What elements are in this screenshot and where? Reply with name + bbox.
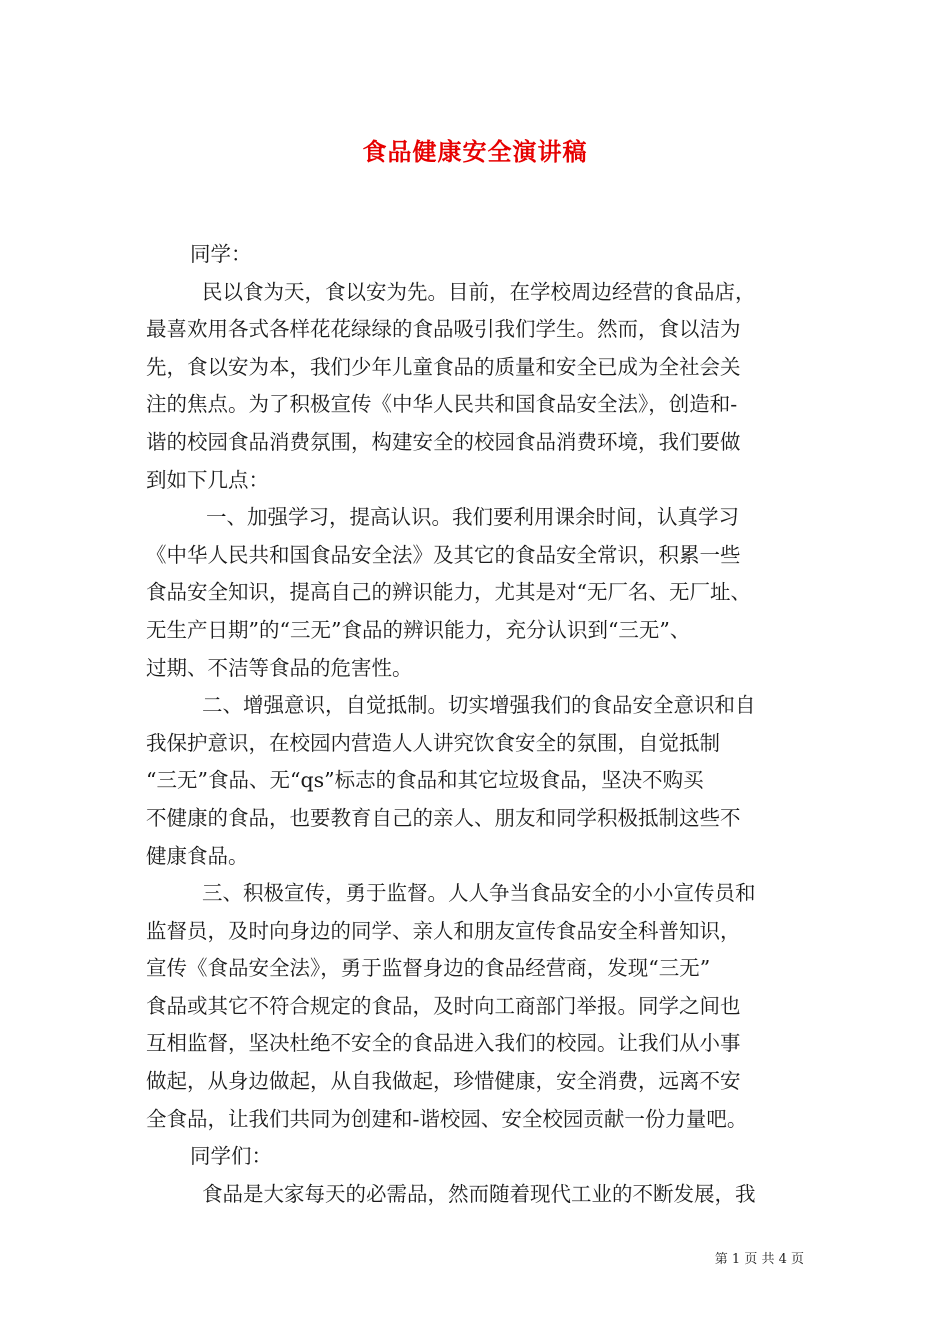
text-line: 谐的校园食品消费氛围，构建安全的校园食品消费环境，我们要做 [146, 429, 741, 454]
text-line: 全食品，让我们共同为创建和-谐校园、安全校园贡献一份力量吧。 [146, 1106, 748, 1131]
page-footer: 第 1 页 共 4 页 [714, 1252, 804, 1267]
text-line: 宣传《食品安全法》，勇于监督身边的食品经营商，发现“三无” [146, 956, 711, 981]
text-line: 二、增强意识，自觉抵制。切实增强我们的食品安全意识和自 [202, 693, 756, 718]
text-line: 互相监督，坚决杜绝不安全的食品进入我们的校园。让我们从小事 [146, 1031, 741, 1056]
text-line: 民以食为天，食以安为先。目前，在学校周边经营的食品店， [202, 279, 756, 304]
text-line: 监督员，及时向身边的同学、亲人和朋友宣传食品安全科普知识， [146, 918, 741, 943]
text-line: “三无”食品、无“qs”标志的食品和其它垃圾食品，坚决不购买 [146, 768, 704, 793]
text-line: 最喜欢用各式各样花花绿绿的食品吸引我们学生。然而，食以洁为 [146, 317, 741, 342]
text-line: 注的焦点。为了积极宣传《中华人民共和国食品安全法》，创造和- [146, 392, 738, 417]
text-line: 同学们： [190, 1144, 272, 1169]
text-line: 先，食以安为本，我们少年儿童食品的质量和安全已成为全社会关 [146, 354, 741, 379]
text-line: 食品安全知识，提高自己的辨识能力，尤其是对“无厂名、无厂址、 [146, 580, 751, 605]
text-line: 过期、不洁等食品的危害性。 [146, 655, 413, 680]
text-line: 健康食品。 [146, 843, 249, 868]
text-line: 食品是大家每天的必需品，然而随着现代工业的不断发展，我 [202, 1181, 756, 1206]
text-line: 一、加强学习，提高认识。我们要利用课余时间，认真学习 [206, 505, 739, 530]
text-line: 不健康的食品，也要教育自己的亲人、朋友和同学积极抵制这些不 [146, 805, 741, 830]
text-line: 我保护意识，在校园内营造人人讲究饮食安全的氛围，自觉抵制 [146, 730, 720, 755]
text-line: 同学： [190, 242, 252, 266]
text-line: 到如下几点： [146, 467, 269, 492]
text-line: 无生产日期”的“三无”食品的辨识能力，充分认识到“三无”、 [146, 617, 691, 642]
document-body [146, 236, 816, 1213]
text-line: 《中华人民共和国食品安全法》及其它的食品安全常识，积累一些 [146, 542, 741, 567]
text-line: 三、积极宣传，勇于监督。人人争当食品安全的小小宣传员和 [202, 881, 756, 906]
document-title: 食品健康安全演讲稿 [362, 137, 588, 166]
text-line: 食品或其它不符合规定的食品，及时向工商部门举报。同学之间也 [146, 993, 741, 1018]
text-line: 做起，从身边做起，从自我做起，珍惜健康，安全消费，远离不安 [146, 1069, 741, 1094]
